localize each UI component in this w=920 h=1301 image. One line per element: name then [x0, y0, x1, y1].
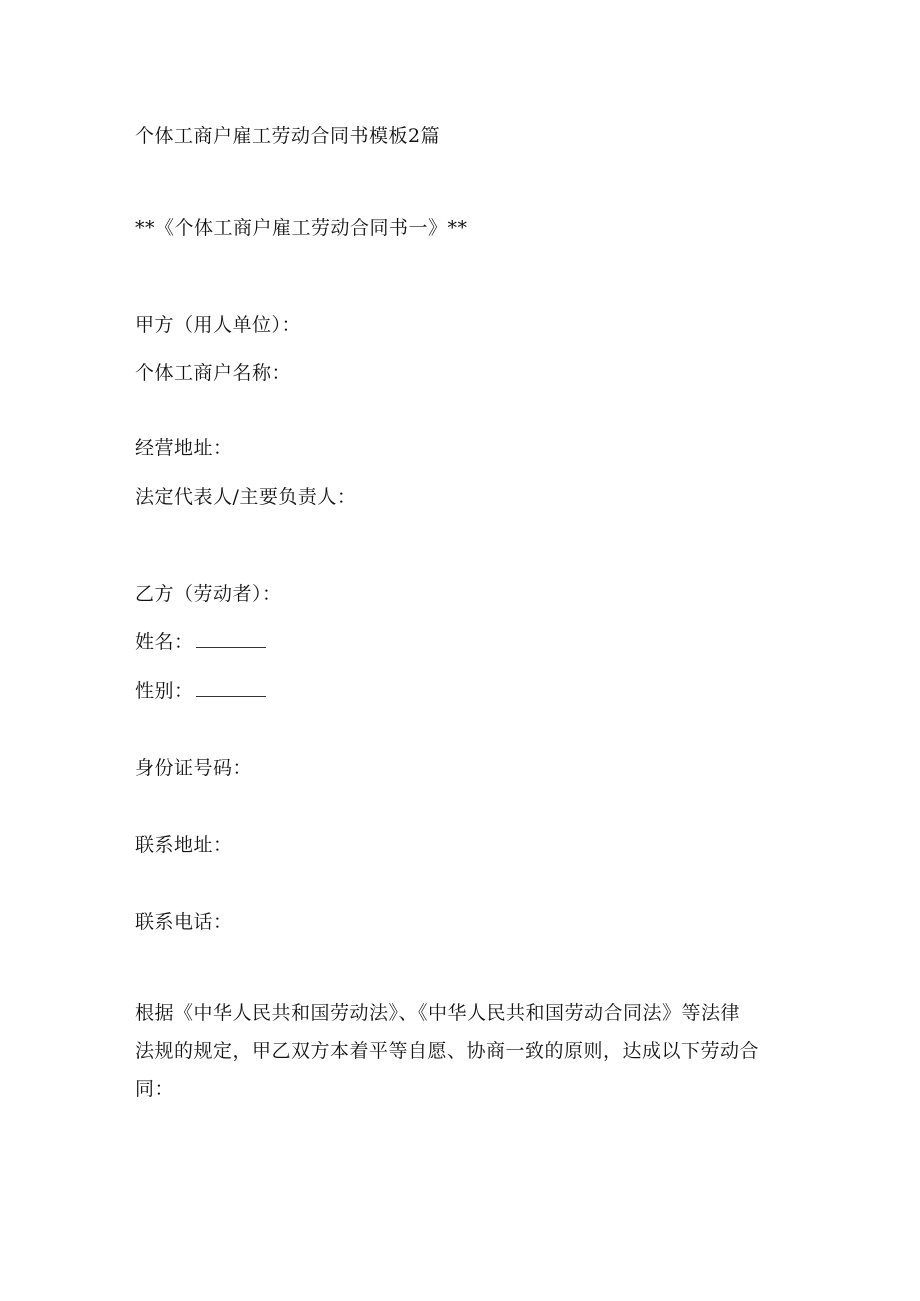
representative-label: 法定代表人/主要负责人：	[135, 486, 357, 508]
contact-address-label: 联系地址：	[135, 834, 233, 856]
gender-field-row	[135, 679, 266, 703]
preamble-line: 法规的规定，甲乙双方本着平等自愿、协商一致的原则，达成以下劳动合	[135, 1040, 760, 1062]
name-label: 姓名：	[135, 631, 194, 653]
business-address-label: 经营地址：	[135, 437, 233, 459]
document-title: 个体工商户雇工劳动合同书模板2篇	[135, 125, 441, 147]
business-name-label: 个体工商户名称：	[135, 362, 292, 384]
name-field-row	[135, 630, 266, 654]
preamble-line: 同：	[135, 1078, 175, 1100]
party-a-heading: 甲方（用人单位）：	[135, 314, 302, 336]
phone-label: 联系电话：	[135, 911, 233, 933]
party-b-heading: 乙方（劳动者）：	[135, 583, 282, 605]
gender-label: 性别：	[135, 680, 194, 702]
preamble-line: 根据《中华人民共和国劳动法》、《中华人民共和国劳动合同法》等法律	[135, 1002, 741, 1024]
section-heading: **《个体工商户雇工劳动合同书一》**	[135, 217, 468, 239]
id-number-label: 身份证号码：	[135, 757, 253, 779]
preamble-paragraph	[135, 994, 785, 1108]
name-blank-line	[196, 646, 266, 648]
gender-blank-line	[196, 695, 266, 697]
